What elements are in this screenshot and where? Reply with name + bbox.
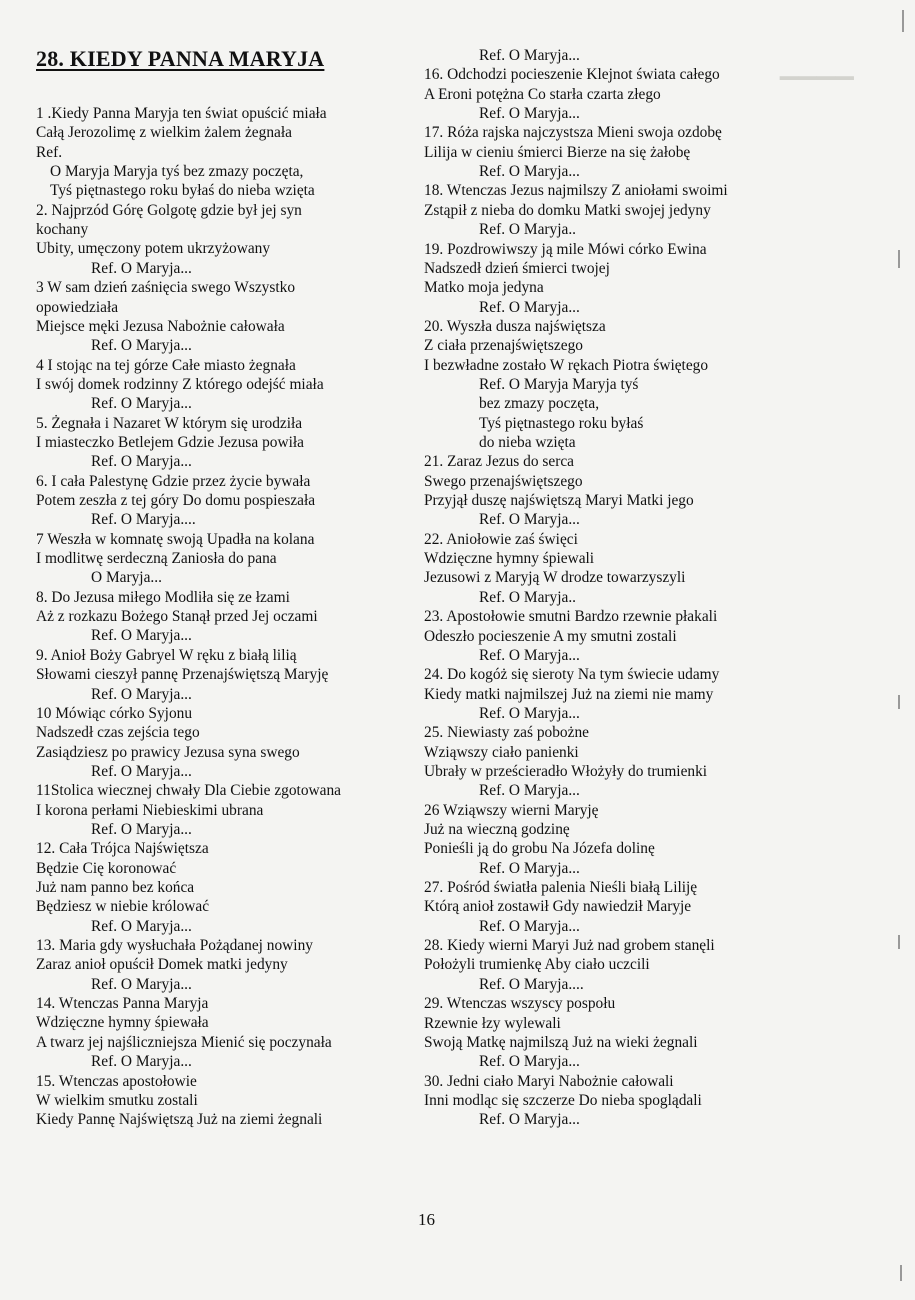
verse-line: kochany <box>36 221 89 239</box>
verse-line: 13. Maria gdy wysłuchała Pożądanej nowiny <box>36 937 313 955</box>
verse-line: 29. Wtenczas wszyscy pospołu <box>424 995 616 1013</box>
verse-line: 19. Pozdrowiwszy ją mile Mówi córko Ewina <box>424 240 707 258</box>
verse-line: 18. Wtenczas Jezus najmilszy Z aniołami swoimi <box>424 182 728 200</box>
verse-line: 9. Anioł Boży Gabryel W ręku z białą lilią <box>36 646 297 664</box>
refrain-line: Ref. O Maryja... <box>91 453 192 471</box>
verse-line: 21. Zaraz Jezus do serca <box>424 453 574 471</box>
verse-line: 28. Kiedy wierni Maryi Już nad grobem stanęli <box>424 937 715 955</box>
verse-line: Całą Jerozolimę z wielkim żalem żegnała <box>36 124 292 142</box>
verse-line: Rzewnie łzy wylewali <box>424 1014 561 1032</box>
verse-line: 7 Weszła w komnatę swoją Upadła na kolana <box>36 530 315 548</box>
refrain-line: Ref. O Maryja... <box>91 685 192 703</box>
refrain-line: Ref. O Maryja... <box>479 105 580 123</box>
verse-line: 25. Niewiasty zaś pobożne <box>424 724 589 742</box>
verse-line: Potem zeszła z tej góry Do domu pospieszała <box>36 492 316 509</box>
verse-line: Swego przenajświętszego <box>424 472 583 490</box>
verse-line: Będzie Cię koronować <box>36 859 177 877</box>
verse-line: Wdzięczne hymny śpiewała <box>36 1014 209 1032</box>
refrain-line: Ref. O Maryja... <box>91 917 192 935</box>
verse-line: Którą anioł zostawił Gdy nawiedził Maryje <box>424 898 692 916</box>
verse-line: Nadszedł czas zejścia tego <box>36 724 200 742</box>
verse-line: 16. Odchodzi pocieszenie Klejnot świata całego <box>424 66 720 84</box>
verse-line: 11Stolica wiecznej chwały Dla Ciebie zgotowana <box>36 782 341 800</box>
refrain-line: Ref. O Maryja... <box>479 511 580 529</box>
refrain-line: Ref. O Maryja... <box>479 1111 580 1129</box>
verse-line: 23. Apostołowie smutni Bardzo rzewnie płakali <box>424 608 718 626</box>
verse-line: W wielkim smutku zostali <box>36 1091 198 1109</box>
verse-line: Odeszło pocieszenie A my smutni zostali <box>424 627 677 645</box>
refrain-line: Ref. O Maryja... <box>479 704 580 722</box>
verse-line: 12. Cała Trójca Najświętsza <box>36 840 209 858</box>
verse-line: 27. Pośród światła palenia Nieśli białą Liliję <box>424 879 698 897</box>
refrain-line: Ref. O Maryja Maryja tyś <box>479 375 639 393</box>
verse-line: I bezwładne zostało W rękach Piotra świętego <box>424 356 709 374</box>
verse-line: 1 .Kiedy Panna Maryja ten świat opuścić miała <box>36 105 327 122</box>
verse-line: Kiedy matki najmilszej Już na ziemi nie mamy <box>424 685 714 703</box>
verse-line: Jezusowi z Maryją W drodze towarzyszyli <box>424 569 686 587</box>
verse-line: 30. Jedni ciało Maryi Nabożnie całowali <box>424 1072 674 1090</box>
verse-line: A twarz jej najśliczniejsza Mienić się poczynała <box>36 1033 332 1051</box>
verse-line: Miejsce męki Jezusa Nabożnie całowała <box>36 317 285 335</box>
verse-line: 17. Róża rajska najczystsza Mieni swoja ozdobę <box>424 124 722 142</box>
edge-mark <box>900 1265 902 1281</box>
verse-line: Tyś piętnastego roku byłaś do nieba wzięta <box>50 182 315 200</box>
refrain-line: Ref. O Maryja... <box>91 762 192 780</box>
refrain-line: O Maryja... <box>91 569 162 587</box>
verse-line: 10 Mówiąc córko Syjonu <box>36 704 193 722</box>
refrain-line: Ref. <box>36 143 63 161</box>
verse-line: Nadszedł dzień śmierci twojej <box>424 259 610 277</box>
edge-mark <box>898 935 900 949</box>
edge-mark <box>902 10 904 32</box>
verse-line: Położyli trumienkę Aby ciało uczcili <box>424 956 650 974</box>
verse-line: Już nam panno bez końca <box>36 879 195 896</box>
verse-line: 8. Do Jezusa miłego Modliła się ze łzami <box>36 588 290 606</box>
verse-line: Już na wieczną godzinę <box>424 821 570 838</box>
refrain-line: Ref. O Maryja... <box>91 259 192 277</box>
verse-line: I swój domek rodzinny Z którego odejść miała <box>36 375 324 393</box>
edge-mark <box>898 250 900 268</box>
refrain-line: Ref. O Maryja... <box>479 298 580 316</box>
verse-line: Swoją Matkę najmilszą Już na wieki żegnali <box>424 1033 698 1051</box>
verse-line: Ubity, umęczony potem ukrzyżowany <box>36 240 271 258</box>
refrain-line: Ref. O Maryja... <box>479 646 580 664</box>
refrain-line: Ref. O Maryja... <box>479 163 580 181</box>
verse-line: 3 W sam dzień zaśnięcia swego Wszystko <box>36 279 296 297</box>
verse-line: bez zmazy poczęta, <box>479 395 600 413</box>
verse-line: 26 Wziąwszy wierni Maryję <box>424 801 599 819</box>
verse-line: 20. Wyszła dusza najświętsza <box>424 317 606 335</box>
verse-line: Matko moja jedyna <box>424 279 544 297</box>
refrain-line: Ref. O Maryja.... <box>479 975 584 993</box>
verse-line: Kiedy Pannę Najświętszą Już na ziemi żegnali <box>36 1111 323 1129</box>
verse-line: O Maryja Maryja tyś bez zmazy poczęta, <box>50 163 304 181</box>
verse-line: 2. Najprzód Górę Golgotę gdzie był jej syn <box>36 201 302 219</box>
verse-line: Ponieśli ją do grobu Na Józefa dolinę <box>424 840 655 858</box>
edge-mark <box>898 695 900 709</box>
refrain-line: Ref. O Maryja.. <box>479 588 577 606</box>
refrain-line: Ref. O Maryja... <box>479 47 580 64</box>
verse-line: Ubrały w prześcieradło Włożyły do trumienki <box>424 762 708 780</box>
verse-line: Wziąwszy ciało panienki <box>424 743 579 761</box>
verse-line: Tyś piętnastego roku byłaś <box>479 414 644 432</box>
refrain-line: Ref. O Maryja... <box>91 820 192 838</box>
verse-line: A Eroni potężna Co starła czarta złego <box>424 85 661 103</box>
refrain-line: Ref. O Maryja.. <box>479 221 577 239</box>
refrain-line: Ref. O Maryja... <box>479 917 580 935</box>
verse-line: Słowami cieszył pannę Przenajświętszą Maryję <box>36 666 329 684</box>
verse-line: Inni modląc się szczerze Do nieba spoglądali <box>424 1091 702 1109</box>
verse-line: I miasteczko Betlejem Gdzie Jezusa powiła <box>36 433 304 451</box>
verse-line: 14. Wtenczas Panna Maryja <box>36 995 209 1013</box>
verse-line: Wdzięczne hymny śpiewali <box>424 550 595 568</box>
verse-line: Zstąpił z nieba do domku Matki swojej jedyny <box>424 201 711 219</box>
refrain-line: Ref. O Maryja... <box>479 1053 580 1071</box>
bleed-through-heading: ▁▁▁▁ <box>780 54 854 80</box>
verse-line: 5. Żegnała i Nazaret W którym się urodziła <box>36 414 303 432</box>
refrain-line: Ref. O Maryja... <box>91 627 192 645</box>
verse-line: Aż z rozkazu Bożego Stanął przed Jej oczami <box>36 608 318 626</box>
verse-line: opowiedziała <box>36 298 119 316</box>
verse-line: I modlitwę serdeczną Zaniosła do pana <box>36 550 277 568</box>
verse-line: Z ciała przenajświętszego <box>424 337 583 355</box>
verse-line: I korona perłami Niebieskimi ubrana <box>36 801 264 819</box>
refrain-line: Ref. O Maryja... <box>91 975 192 993</box>
verse-line: Przyjął duszę najświętszą Maryi Matki jego <box>424 492 694 510</box>
verse-line: 24. Do kogóż się sieroty Na tym świecie udamy <box>424 666 720 684</box>
refrain-line: Ref. O Maryja... <box>479 859 580 877</box>
verse-line: Zasiądziesz po prawicy Jezusa syna swego <box>36 743 300 761</box>
verse-line: 4 I stojąc na tej górze Całe miasto żegnała <box>36 356 296 374</box>
song-title: 28. KIEDY PANNA MARYJA <box>36 46 325 71</box>
verse-line: 6. I cała Palestynę Gdzie przez życie bywała <box>36 472 311 490</box>
refrain-line: Ref. O Maryja... <box>479 782 580 800</box>
verse-line: 15. Wtenczas apostołowie <box>36 1072 197 1090</box>
refrain-line: Ref. O Maryja... <box>91 395 192 413</box>
verse-line: do nieba wzięta <box>479 434 576 451</box>
verse-line: Lilija w cieniu śmierci Bierze na się żałobę <box>424 143 691 161</box>
page-number: 16 <box>418 1210 435 1229</box>
verse-line: Zaraz anioł opuścił Domek matki jedyny <box>36 956 288 974</box>
verse-line: Będziesz w niebie królować <box>36 898 210 916</box>
refrain-line: Ref. O Maryja.... <box>91 511 196 529</box>
refrain-line: Ref. O Maryja... <box>91 1053 192 1071</box>
refrain-line: Ref. O Maryja... <box>91 337 192 355</box>
verse-line: 22. Aniołowie zaś święci <box>424 530 578 548</box>
